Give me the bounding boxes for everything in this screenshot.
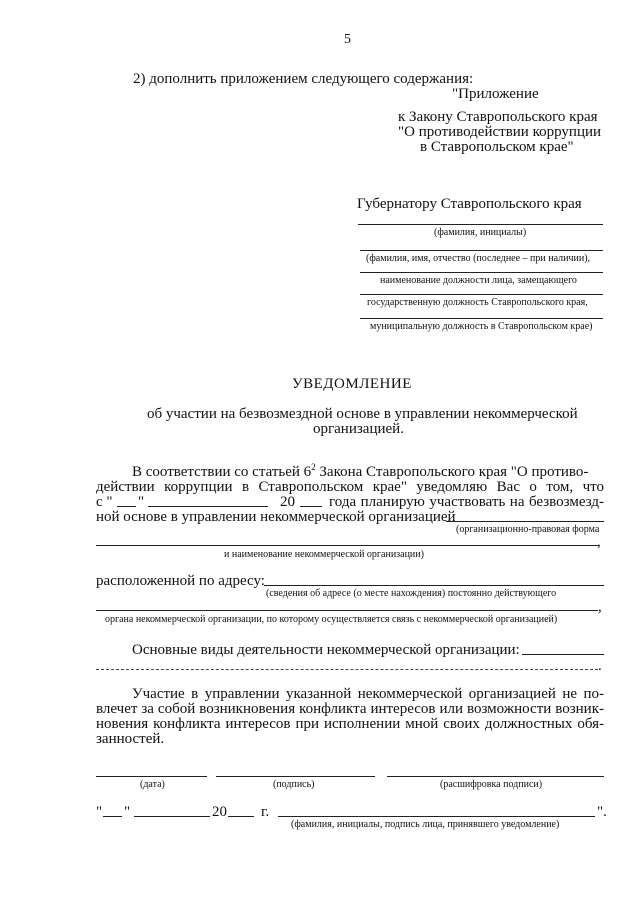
- caption-signature: (подпись): [273, 779, 315, 790]
- caption-address: (сведения об адресе (о месте нахождения) постоянно действующего: [266, 588, 557, 599]
- paragraph-1-line-4: ной основе в управлении некоммерческой организацией: [96, 509, 456, 525]
- paragraph-1-text-b: Закона Ставропольского края "О противо-: [315, 464, 589, 480]
- paragraph-1-line-2: действии коррупции в Ставропольском крае" уведомляю Вас о том, что: [96, 479, 604, 495]
- addressee-line-1: [358, 224, 603, 225]
- address-comma: ,: [598, 599, 602, 615]
- date-signature-line: [96, 776, 207, 777]
- receiver-blank: [278, 816, 595, 817]
- addressee-line-2: [360, 250, 603, 251]
- page-number: 5: [344, 32, 351, 47]
- receipt-year-suffix: г.: [261, 804, 270, 820]
- paragraph-1-text-a: В соответствии со статьей 6: [132, 464, 312, 480]
- address-blank: [264, 585, 604, 586]
- paragraph-3-line-2: влечет за собой возникновения конфликта интересов или возможности возник-: [96, 701, 604, 717]
- paragraph-3-line-3: новения конфликта интересов при исполнении мной своих должностных обя-: [96, 716, 604, 732]
- receipt-quote-open: ": [96, 804, 103, 820]
- paragraph-1-line-3: года планирую участвовать на безвозмезд-: [329, 494, 604, 510]
- caption-state-position: государственную должность Ставропольского края,: [367, 297, 588, 308]
- notice-subtitle-line-2: организацией.: [313, 421, 404, 437]
- org-name-comma: ,: [597, 534, 601, 550]
- month-blank: [148, 506, 268, 507]
- article-superscript: 2: [311, 462, 316, 472]
- sign-signature-line: [216, 776, 375, 777]
- intro-text: 2) дополнить приложением следующего содержания:: [133, 71, 474, 87]
- addressee-line-4: [360, 294, 603, 295]
- activities-label: Основные виды деятельности некоммерческой организации:: [132, 642, 520, 658]
- appendix-title: "Приложение: [452, 86, 539, 102]
- activities-blank-2: [96, 669, 598, 670]
- caption-date: (дата): [140, 779, 165, 790]
- decode-signature-line: [387, 776, 604, 777]
- receipt-quote-close: ": [124, 804, 131, 820]
- caption-org-form: (организационно-правовая форма: [456, 524, 600, 535]
- addressee-line-3: [360, 272, 603, 273]
- caption-municipal-position: муниципальную должность в Ставропольском крае): [370, 321, 593, 332]
- activities-dot: .: [598, 658, 602, 674]
- caption-receiver: (фамилия, инициалы, подпись лица, принявшего уведомление): [291, 819, 560, 830]
- addressee-line-5: [360, 318, 603, 319]
- year-prefix: 20: [280, 494, 295, 510]
- addressee-governor: Губернатору Ставропольского края: [357, 196, 582, 212]
- activities-blank: [522, 654, 604, 655]
- address-blank-2: [96, 610, 598, 611]
- notice-subtitle-line-1: об участии на безвозмездной основе в управлении некоммерческой: [147, 406, 578, 422]
- caption-org-name: и наименование некоммерческой организации): [224, 549, 424, 560]
- receipt-year-blank: [228, 816, 254, 817]
- date-prefix: с ": [96, 494, 113, 510]
- receipt-month-blank: [134, 816, 210, 817]
- receipt-end: ".: [597, 804, 607, 820]
- date-quote: ": [138, 494, 145, 510]
- day-blank: [117, 506, 136, 507]
- address-label: расположенной по адресу:: [96, 573, 265, 589]
- appendix-law-name: "О противодействии коррупции: [398, 124, 602, 140]
- appendix-law-region: в Ставропольском крае": [420, 139, 574, 155]
- paragraph-3-line-1: Участие в управлении указанной некоммерческой организацией не по-: [132, 686, 604, 702]
- caption-initials: (фамилия, инициалы): [434, 227, 527, 238]
- receipt-year-prefix: 20: [212, 804, 227, 820]
- caption-full-name: (фамилия, имя, отчество (последнее – при наличии),: [366, 253, 591, 264]
- notice-title: УВЕДОМЛЕНИЕ: [292, 376, 412, 392]
- caption-contact-body: органа некоммерческой организации, по которому осуществляется связь с некоммерческой организацией): [105, 614, 558, 625]
- org-form-blank: [446, 521, 604, 522]
- appendix-law: к Закону Ставропольского края: [398, 109, 598, 125]
- caption-decode: (расшифровка подписи): [440, 779, 543, 790]
- org-name-blank: [96, 545, 598, 546]
- year-blank: [300, 506, 322, 507]
- receipt-day-blank: [103, 816, 122, 817]
- caption-position: наименование должности лица, замещающего: [380, 275, 577, 286]
- paragraph-3-line-4: занностей.: [96, 731, 165, 747]
